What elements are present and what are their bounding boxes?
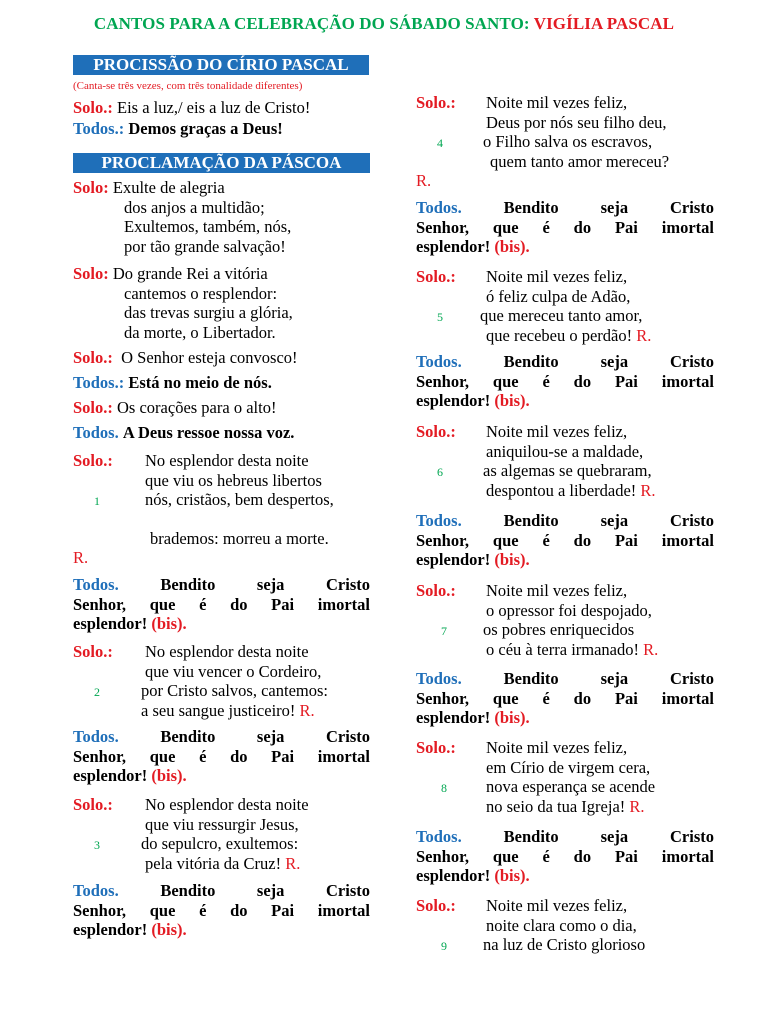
response-line: esplendor!: [416, 550, 491, 569]
title-part1: CANTOS PARA A CELEBRAÇÃO DO SÁBADO SANTO:: [93, 14, 530, 33]
stanza-line: que recebeu o perdão!: [486, 325, 633, 345]
stanza-line: brademos: morreu a morte.: [150, 529, 329, 548]
stanza-line: ó feliz culpa de Adão,: [486, 286, 631, 306]
refrain-marker: R.: [629, 796, 645, 816]
stanza-number: 1: [94, 494, 100, 508]
stanza-line: No esplendor desta noite: [145, 642, 309, 661]
solo-label: Solo.:: [73, 795, 113, 814]
todos-label: Todos.: [416, 352, 462, 371]
dialogue-line: [73, 348, 298, 368]
response-line: Bendito seja Cristo: [160, 881, 370, 900]
dialogue-text: A Deus ressoe nossa voz.: [122, 423, 295, 442]
todos-label: Todos.: [416, 511, 462, 530]
stanza-line: em Círio de virgem cera,: [486, 757, 651, 777]
stanza-line: Noite mil vezes feliz,: [486, 581, 628, 600]
stanza-line: do sepulcro, exultemos:: [141, 834, 299, 853]
stanza-line: os pobres enriquecidos: [483, 620, 635, 639]
todos-label: Todos.: [416, 669, 462, 688]
stanza-line: dos anjos a multidão;: [124, 197, 265, 217]
stanza-line: No esplendor desta noite: [145, 451, 309, 470]
response-line: Senhor, que é do Pai imortal: [416, 688, 714, 708]
stanza-line: por tão grande salvação!: [124, 236, 286, 256]
solo-label: Solo.:: [73, 642, 113, 661]
response-line: Bendito seja Cristo: [160, 575, 370, 594]
stanza-line: o Filho salva os escravos,: [483, 132, 653, 151]
stanza-line: que viu ressurgir Jesus,: [145, 814, 299, 834]
stanza-line: Noite mil vezes feliz,: [486, 267, 628, 286]
stanza-line: na luz de Cristo glorioso: [483, 935, 646, 954]
dialogue-text: O Senhor esteja convosco!: [121, 348, 298, 367]
response-block: [416, 827, 714, 886]
dialogue-text: Está no meio de nós.: [128, 373, 272, 392]
response-line: Senhor, que é do Pai imortal: [416, 217, 714, 237]
stanza-line: nova esperança se acende: [486, 777, 656, 796]
response-block: [73, 575, 370, 634]
todos-label: Todos.: [73, 423, 119, 442]
stanza-line: Noite mil vezes feliz,: [486, 93, 628, 112]
stanza-line: da morte, o Libertador.: [124, 322, 276, 342]
response-line: Senhor, que é do Pai imortal: [416, 530, 714, 550]
stanza-number: 6: [437, 465, 443, 479]
section-heading-proclamacao: PROCLAMAÇÃO DA PÁSCOA: [73, 153, 370, 173]
dialogue-line: [73, 423, 294, 443]
todos-label: Todos.:: [73, 373, 125, 392]
response-line: Bendito seja Cristo: [160, 727, 370, 746]
response-block: [73, 727, 370, 786]
solo-line: [73, 98, 310, 118]
response-line: Bendito seja Cristo: [503, 198, 714, 217]
dialogue-line: [73, 373, 272, 393]
stanza-line: quem tanto amor mereceu?: [490, 151, 670, 171]
stanza-line: Noite mil vezes feliz,: [486, 738, 628, 757]
stanza-number: 5: [437, 310, 443, 324]
stanza-line: Do grande Rei a vitória: [112, 264, 268, 283]
response-line: Bendito seja Cristo: [503, 827, 714, 846]
solo-label: Solo.:: [416, 738, 456, 757]
solo-label: Solo.:: [416, 422, 456, 441]
stanza-line: despontou a liberdade!: [486, 480, 637, 500]
todos-line: [73, 119, 283, 139]
response-line: Senhor, que é do Pai imortal: [416, 846, 714, 866]
solo-label: Solo.:: [73, 348, 113, 367]
stanza-number: 8: [441, 781, 447, 795]
solo-text: Eis a luz,/ eis a luz de Cristo!: [117, 98, 311, 117]
solo-label: Solo.:: [416, 93, 456, 112]
stanza-line: cantemos o resplendor:: [124, 283, 278, 303]
refrain-marker: R.: [73, 548, 89, 567]
todos-label: Todos.:: [73, 119, 125, 138]
bis-marker: (bis).: [494, 708, 530, 727]
response-block: [73, 881, 370, 940]
page-title: [0, 14, 768, 34]
todos-label: Todos.: [73, 575, 119, 594]
response-line: Senhor, que é do Pai imortal: [73, 594, 370, 614]
response-block: [416, 198, 714, 257]
refrain-marker: R.: [643, 639, 659, 659]
stanza-line: noite clara como o dia,: [486, 915, 637, 935]
solo-label: Solo.:: [416, 267, 456, 286]
response-line: esplendor!: [416, 237, 491, 256]
response-line: esplendor!: [416, 708, 491, 727]
response-line: esplendor!: [416, 391, 491, 410]
bis-marker: (bis).: [494, 866, 530, 885]
bis-marker: (bis).: [151, 766, 187, 785]
todos-label: Todos.: [416, 198, 462, 217]
stanza-line: no seio da tua Igreja!: [486, 796, 626, 816]
response-line: esplendor!: [416, 866, 491, 885]
stanza-line: que mereceu tanto amor,: [480, 306, 643, 325]
response-block: [416, 352, 714, 411]
response-line: Senhor, que é do Pai imortal: [416, 371, 714, 391]
solo-label: Solo:: [73, 178, 109, 197]
bis-marker: (bis).: [151, 920, 187, 939]
response-line: Bendito seja Cristo: [503, 511, 714, 530]
stanza-line: por Cristo salvos, cantemos:: [141, 681, 328, 700]
response-line: Senhor, que é do Pai imortal: [73, 746, 370, 766]
stanza-line: nós, cristãos, bem despertos,: [145, 490, 334, 509]
solo-label: Solo.:: [416, 581, 456, 600]
bis-marker: (bis).: [494, 237, 530, 256]
stanza-line: das trevas surgiu a glória,: [124, 303, 293, 322]
todos-text: Demos graças a Deus!: [128, 119, 283, 138]
stanza-number: 4: [437, 136, 443, 150]
refrain-marker: R.: [636, 325, 652, 345]
solo-label: Solo.:: [416, 896, 456, 915]
stanza-line: que viu vencer o Cordeiro,: [145, 661, 322, 681]
todos-label: Todos.: [73, 881, 119, 900]
stanza-line: Deus por nós seu filho deu,: [486, 112, 667, 132]
stanza-number: 9: [441, 939, 447, 953]
section-note: (Canta-se três vezes, com três tonalidade diferentes): [73, 80, 303, 92]
section-heading-procissao: PROCISSÃO DO CÍRIO PASCAL: [73, 55, 369, 75]
response-block: [416, 511, 714, 570]
response-line: Bendito seja Cristo: [503, 352, 714, 371]
dialogue-line: [73, 398, 276, 418]
response-line: Senhor, que é do Pai imortal: [73, 900, 370, 920]
refrain-marker: R.: [416, 171, 432, 190]
refrain-marker: R.: [640, 480, 656, 500]
stanza-line: o céu à terra irmanado!: [486, 639, 639, 659]
title-part2: VIGÍLIA PASCAL: [533, 14, 675, 33]
stanza-number: 3: [94, 838, 100, 852]
stanza-line: Exultemos, também, nós,: [124, 217, 292, 236]
solo-label: Solo.:: [73, 398, 113, 417]
stanza-line: pela vitória da Cruz!: [145, 853, 282, 873]
stanza-line: Noite mil vezes feliz,: [486, 422, 628, 441]
stanza-number: 7: [441, 624, 447, 638]
bis-marker: (bis).: [494, 391, 530, 410]
stanza-line: Exulte de alegria: [112, 178, 225, 197]
refrain-marker: R.: [299, 700, 315, 720]
bis-marker: (bis).: [494, 550, 530, 569]
stanza-line: o opressor foi despojado,: [486, 600, 652, 620]
solo-label: Solo.:: [73, 98, 113, 117]
stanza-line: que viu os hebreus libertos: [145, 470, 322, 490]
stanza-line: Noite mil vezes feliz,: [486, 896, 628, 915]
todos-label: Todos.: [73, 727, 119, 746]
stanza-number: 2: [94, 685, 100, 699]
dialogue-text: Os corações para o alto!: [117, 398, 277, 417]
refrain-marker: R.: [285, 853, 301, 873]
response-line: esplendor!: [73, 766, 148, 785]
todos-label: Todos.: [416, 827, 462, 846]
response-line: esplendor!: [73, 614, 148, 633]
response-block: [416, 669, 714, 728]
stanza-line: aniquilou-se a maldade,: [486, 441, 644, 461]
response-line: esplendor!: [73, 920, 148, 939]
stanza-line: a seu sangue justiceiro!: [141, 700, 296, 720]
stanza-line: as algemas se quebraram,: [483, 461, 652, 480]
solo-label: Solo.:: [73, 451, 113, 470]
solo-label: Solo:: [73, 264, 109, 283]
response-line: Bendito seja Cristo: [503, 669, 714, 688]
stanza-line: No esplendor desta noite: [145, 795, 309, 814]
bis-marker: (bis).: [151, 614, 187, 633]
